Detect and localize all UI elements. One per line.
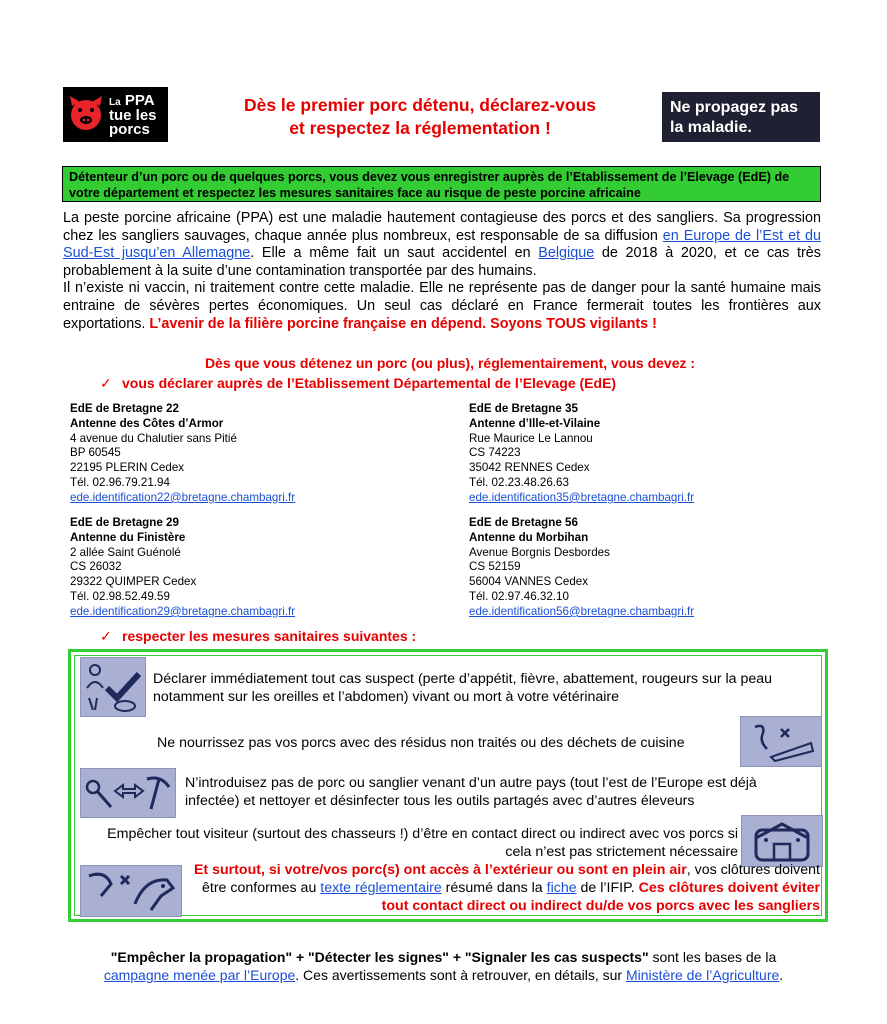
step1 — [100, 375, 616, 392]
address-street: 4 avenue du Chalutier sans Pitié — [70, 431, 237, 445]
campaign-logo-line2: la maladie. — [670, 119, 752, 136]
logo-la: La — [109, 97, 121, 108]
measure-no-waste-feed: Ne nourrissez pas vos porcs avec des résidus non traités ou des déchets de cuisine — [157, 735, 685, 751]
pig-head-icon — [66, 94, 106, 132]
address-street: Avenue Borgnis Desbordes — [469, 545, 610, 559]
page-headline — [200, 94, 640, 140]
footer-text-a: sont les bases de la — [648, 949, 777, 965]
address-antenne: Antenne du Finistère — [70, 530, 186, 544]
footer-bold: "Empêcher la propagation" + "Détecter les signes" + "Signaler les cas suspects" — [110, 949, 649, 965]
no-import-tools-icon — [80, 768, 176, 818]
step2-label: respecter les mesures sanitaires suivantes : — [122, 628, 417, 644]
link-belgique[interactable]: Belgique — [538, 245, 595, 262]
address-title: EdE de Bretagne 22 — [70, 402, 179, 415]
address-email-link[interactable]: ede.identification22@bretagne.chambagri.fr — [70, 490, 296, 504]
address-bp: CS 74223 — [469, 446, 521, 460]
headline-line1: Dès le premier porc détenu, déclarez-vous — [243, 95, 597, 115]
address-bp: CS 26032 — [70, 560, 122, 574]
link-fiche[interactable]: fiche — [546, 880, 577, 896]
address-tel: Tél. 02.96.79.21.94 — [70, 475, 170, 489]
link-ministere[interactable]: Ministère de l’Agriculture — [625, 967, 780, 983]
address-email-link[interactable]: ede.identification29@bretagne.chambagri.fr — [70, 604, 296, 618]
intro-p1-b: . Elle a même fait un saut accidentel en — [250, 245, 539, 262]
no-waste-feed-icon — [740, 716, 822, 767]
registration-banner: Détenteur d’un porc ou de quelques porcs, vous devez vous enregistrer auprès de l’Etablissement de l’Elevage (EdE) de votre département et respectez les mesures sanitaires face au risque de peste porcine africaine — [62, 166, 821, 202]
address-city: 56004 VANNES Cedex — [469, 575, 589, 589]
intro-p1-a: La peste porcine africaine (PPA) est une maladie hautement contagieuse des porcs et des sangliers. Sa progression chez les sangliers sauvages, chaque année plus nombreux, est responsable de sa diffusion — [63, 210, 821, 244]
address-city: 22195 PLERIN Cedex — [70, 461, 185, 475]
address-city: 29322 QUIMPER Cedex — [70, 575, 197, 589]
intro-p1-c: de 2018 à 2020, et ce cas très probablement à la suite d’une contamination transportée par des humains. — [63, 245, 821, 279]
address-antenne: Antenne du Morbihan — [469, 530, 589, 544]
obligation-title: Dès que vous détenez un porc (ou plus), réglementairement, vous devez : — [204, 355, 696, 371]
address-city: 35042 RENNES Cedex — [469, 461, 590, 475]
fences-red-1: Et surtout, si votre/vos porc(s) ont accès à l’extérieur ou sont en plein air — [193, 862, 687, 878]
address-street: Rue Maurice Le Lannou — [469, 431, 593, 445]
farm-building-icon — [741, 815, 823, 867]
address-ede-29 — [70, 516, 295, 620]
fences-text-a: , vos clôtures doivent être conformes au — [201, 862, 820, 896]
address-title: EdE de Bretagne 35 — [469, 402, 578, 415]
logo-ppa-text: PPA — [124, 92, 155, 109]
step2 — [100, 628, 416, 645]
intro-p2-red: L’avenir de la filière porcine française en dépend. Soyons TOUS vigilants ! — [149, 315, 657, 332]
fences-text-c: de l’IFIP. — [576, 880, 639, 896]
step1-label: vous déclarer auprès de l’Etablissement Départemental de l’Elevage (EdE) — [122, 375, 617, 391]
address-bp: CS 52159 — [469, 560, 521, 574]
address-antenne: Antenne des Côtes d’Armor — [70, 416, 224, 430]
address-ede-35 — [469, 402, 694, 506]
logo-line3: porcs — [109, 121, 150, 138]
address-tel: Tél. 02.23.48.26.63 — [469, 475, 569, 489]
address-tel: Tél. 02.98.52.49.59 — [70, 589, 170, 603]
headline-line2: et respectez la réglementation ! — [289, 118, 551, 138]
vet-declare-icon — [80, 657, 146, 717]
address-antenne: Antenne d’Ille-et-Vilaine — [469, 416, 601, 430]
address-email-link[interactable]: ede.identification35@bretagne.chambagri.fr — [469, 490, 695, 504]
measure-no-visitors: Empêcher tout visiteur (surtout des chasseurs !) d’être en contact direct ou indirect avec vos porcs si cela n’est pas strictement nécessaire — [107, 826, 738, 860]
intro-text — [63, 210, 821, 333]
footer-text — [60, 948, 827, 984]
address-ede-22 — [70, 402, 295, 506]
campaign-logo-line1: Ne propagez pas — [670, 99, 799, 116]
measure-fences — [185, 861, 820, 915]
address-email-link[interactable]: ede.identification56@bretagne.chambagri.fr — [469, 604, 695, 618]
fences-text-b: résumé dans la — [441, 880, 547, 896]
fence-wild-boar-icon — [80, 865, 182, 917]
ppa-logo — [63, 87, 168, 142]
address-ede-56 — [469, 516, 694, 620]
link-europe-est[interactable]: en Europe de l’Est et du Sud-Est jusqu’en Allemagne — [63, 227, 821, 262]
footer-text-c: . — [779, 967, 784, 983]
address-street: 2 allée Saint Guénolé — [70, 545, 181, 559]
logo-line2: tue les — [109, 107, 157, 124]
address-title: EdE de Bretagne 56 — [469, 516, 578, 529]
address-title: EdE de Bretagne 29 — [70, 516, 179, 529]
address-bp: BP 60545 — [70, 446, 121, 460]
measure-no-import: N’introduisez pas de porc ou sanglier venant d’un autre pays (tout l’est de l’Europe est déjà infectée) et nettoyer et désinfecter tous les outils partagés avec d’autres éleveurs — [185, 775, 757, 809]
campaign-logo — [662, 92, 820, 142]
intro-p2-a: Il n’existe ni vaccin, ni traitement contre cette maladie. Elle ne représente pas de danger pour la santé humaine mais entraine de sévères pertes économiques. Un seul cas déclaré en France fermerait toutes les frontières aux exportations. — [63, 280, 821, 332]
checkmark-icon: ✓ — [100, 375, 112, 391]
fences-red-2: Ces clôtures doivent éviter tout contact direct ou indirect du/de vos porcs avec les sangliers — [381, 880, 820, 914]
address-tel: Tél. 02.97.46.32.10 — [469, 589, 569, 603]
checkmark-icon: ✓ — [100, 628, 112, 644]
link-texte-reglementaire[interactable]: texte réglementaire — [320, 880, 442, 896]
footer-text-b: . Ces avertissements sont à retrouver, en détails, sur — [295, 967, 626, 983]
measure-declare: Déclarer immédiatement tout cas suspect (perte d’appétit, fièvre, abattement, rougeurs sur la peau notamment sur les oreilles et l’abdomen) vivant ou mort à votre vétérinaire — [153, 671, 773, 705]
link-campagne-europe[interactable]: campagne menée par l’Europe — [103, 967, 296, 983]
